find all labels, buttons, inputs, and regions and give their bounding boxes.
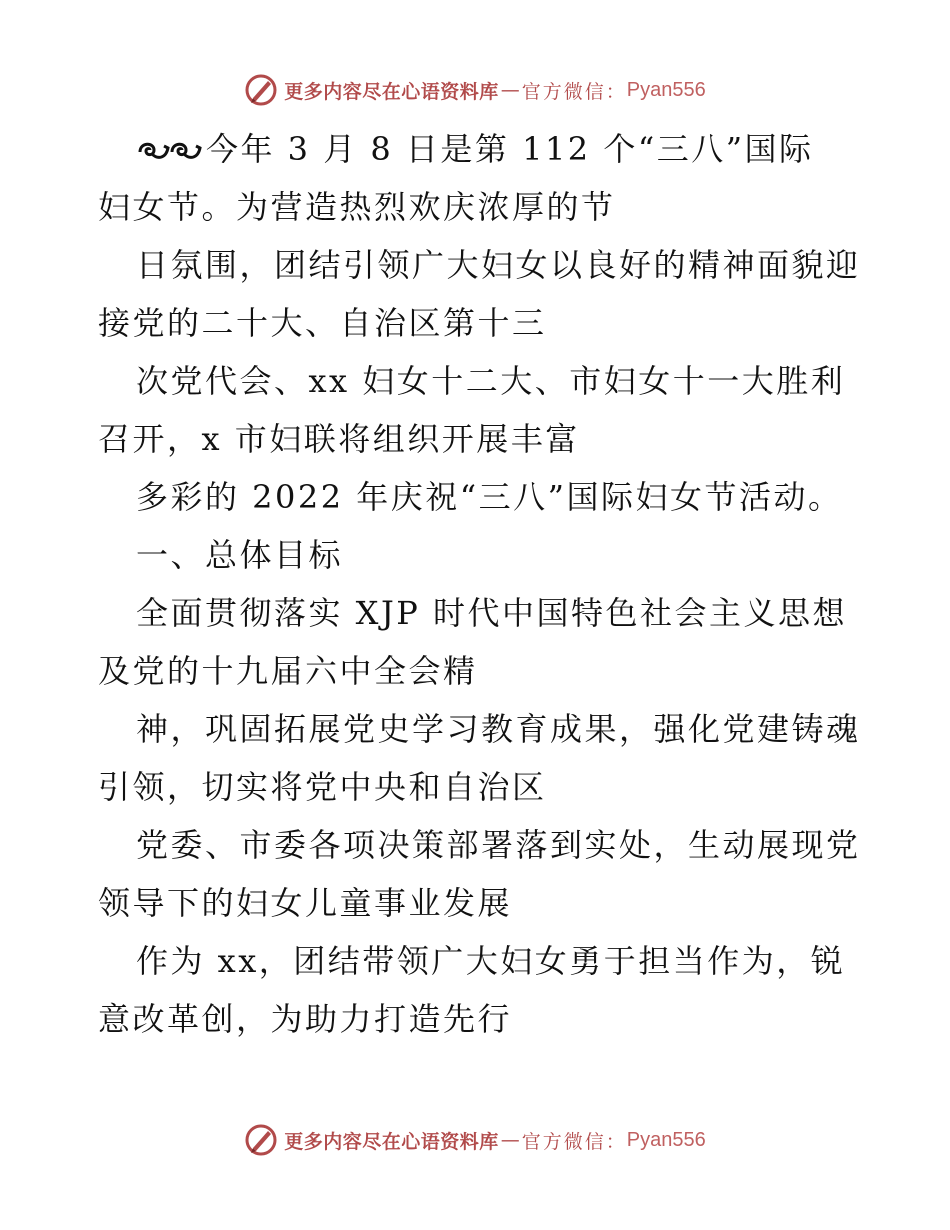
paragraph-line-14: 领导下的妇女儿童事业发展 [98, 884, 513, 922]
paragraph-text: 今年 3 月 8 日是第 112 个“三八”国际 [206, 130, 814, 168]
paragraph-line-11: 神，巩固拓展党史学习教育成果，强化党建铸魂 [136, 710, 861, 748]
paragraph-line-16: 意改革创，为助力打造先行 [98, 1000, 513, 1038]
paragraph-line-12: 引领，切实将党中央和自治区 [98, 768, 547, 806]
watermark-site-text: 更多内容尽在心语资料库 [284, 80, 499, 103]
paragraph-line-15: 作为 xx，团结带领广大妇女勇于担当作为，锐 [136, 942, 846, 980]
paragraph-line-10: 及党的十九届六中全会精 [98, 652, 478, 690]
paragraph-line-3: 日氛围，团结引领广大妇女以良好的精神面貌迎 [136, 246, 861, 284]
paragraph-line-4: 接党的二十大、自治区第十三 [98, 304, 547, 342]
watermark-label: 官方微信： [521, 1130, 627, 1153]
paragraph-line-1 [98, 120, 858, 178]
document-body [98, 120, 861, 1048]
watermark-separator: — [500, 79, 520, 101]
footer-watermark [0, 1120, 950, 1160]
paragraph-line-13: 党委、市委各项决策部署落到实处，生动展现党 [136, 826, 861, 864]
header-watermark [0, 70, 950, 110]
paragraph-line-9: 全面贯彻落实 XJP 时代中国特色社会主义思想 [136, 594, 847, 632]
watermark-id: Pyan556 [626, 78, 706, 101]
watermark-separator: — [500, 1129, 520, 1151]
watermark-site-text: 更多内容尽在心语资料库 [284, 1130, 499, 1153]
paragraph-line-7: 多彩的 2022 年庆祝“三八”国际妇女节活动。 [136, 478, 843, 516]
pen-logo-icon [244, 1123, 278, 1157]
ornament-icon [136, 134, 206, 164]
pen-logo-icon [244, 73, 278, 107]
watermark-label: 官方微信： [521, 80, 627, 103]
paragraph-line-2: 妇女节。为营造热烈欢庆浓厚的节 [98, 188, 616, 226]
paragraph-line-5: 次党代会、xx 妇女十二大、市妇女十一大胜利 [136, 362, 846, 400]
section-heading: 一、总体目标 [136, 536, 344, 574]
paragraph-line-6: 召开，x 市妇联将组织开展丰富 [98, 420, 580, 458]
watermark-id: Pyan556 [626, 1128, 706, 1151]
